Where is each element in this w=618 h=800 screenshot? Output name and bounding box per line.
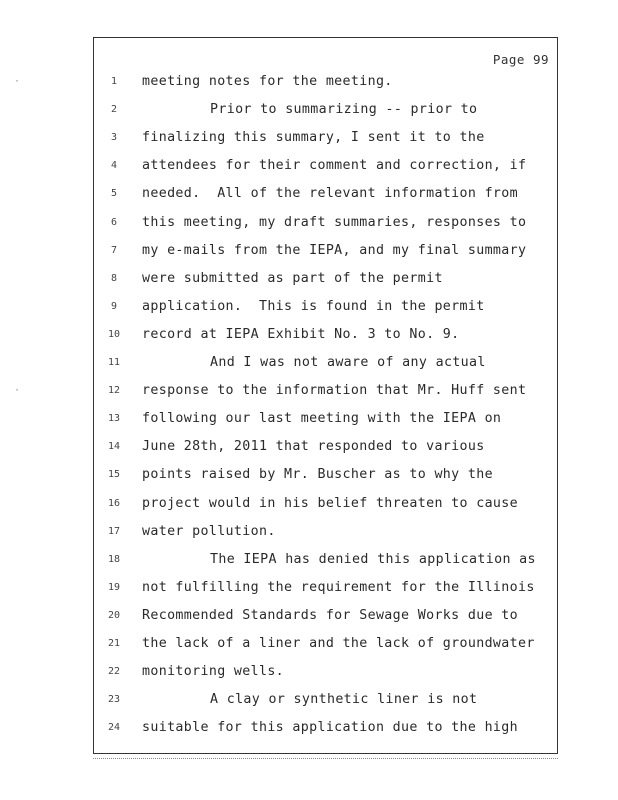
margin-tick: · bbox=[14, 385, 21, 396]
line-number: 24 bbox=[107, 722, 121, 734]
line-number: 10 bbox=[107, 328, 121, 340]
transcript-line: water pollution. bbox=[142, 523, 276, 539]
line-number: 19 bbox=[107, 581, 121, 593]
transcript-line: The IEPA has denied this application as bbox=[210, 551, 536, 567]
line-number: 12 bbox=[107, 385, 121, 397]
line-number: 1 bbox=[110, 76, 118, 87]
line-number: 3 bbox=[110, 132, 118, 144]
transcript-line: not fulfilling the requirement for the Illinois bbox=[142, 579, 535, 595]
transcript-line: application. This is found in the permit bbox=[142, 298, 485, 314]
transcript-page bbox=[93, 37, 558, 754]
line-number: 14 bbox=[107, 441, 121, 453]
line-number: 21 bbox=[107, 638, 121, 649]
line-number: 17 bbox=[107, 525, 121, 537]
transcript-line: project would in his belief threaten to cause bbox=[142, 495, 518, 511]
transcript-line: record at IEPA Exhibit No. 3 to No. 9. bbox=[142, 326, 460, 342]
transcript-line: were submitted as part of the permit bbox=[142, 270, 443, 286]
transcript-line: this meeting, my draft summaries, responses to bbox=[142, 214, 527, 230]
transcript-line: June 28th, 2011 that responded to various bbox=[142, 439, 485, 455]
transcript-line: And I was not aware of any actual bbox=[210, 355, 486, 370]
line-number: 23 bbox=[107, 694, 121, 706]
line-number: 9 bbox=[110, 300, 118, 312]
transcript-line: points raised by Mr. Buscher as to why the bbox=[142, 467, 493, 483]
line-number: 20 bbox=[107, 609, 121, 621]
transcript-line: Recommended Standards for Sewage Works due to bbox=[142, 607, 518, 623]
footer-rule bbox=[93, 758, 558, 759]
line-number: 5 bbox=[110, 188, 118, 200]
line-number: 4 bbox=[110, 160, 118, 172]
line-number: 16 bbox=[107, 497, 121, 509]
transcript-text bbox=[142, 38, 549, 753]
transcript-line: suitable for this application due to the high bbox=[142, 720, 518, 736]
transcript-line: response to the information that Mr. Huff sent bbox=[142, 383, 527, 399]
line-number: 6 bbox=[110, 216, 118, 228]
transcript-line: Prior to summarizing -- prior to bbox=[210, 102, 478, 118]
line-number: 8 bbox=[110, 272, 118, 284]
transcript-line: meeting notes for the meeting. bbox=[142, 74, 393, 89]
line-number: 18 bbox=[107, 553, 121, 565]
transcript-line: monitoring wells. bbox=[142, 664, 285, 680]
transcript-line: needed. All of the relevant information from bbox=[142, 186, 518, 202]
transcript-line: finalizing this summary, I sent it to the bbox=[142, 130, 485, 146]
transcript-line: attendees for their comment and correction, if bbox=[142, 158, 527, 174]
margin-tick: · bbox=[14, 76, 21, 87]
line-number: 2 bbox=[110, 104, 118, 116]
transcript-line: the lack of a liner and the lack of groundwater bbox=[142, 636, 535, 651]
line-number: 13 bbox=[107, 413, 121, 425]
transcript-line: A clay or synthetic liner is not bbox=[210, 692, 478, 708]
page-number: Page 99 bbox=[492, 52, 549, 67]
line-number: 15 bbox=[107, 469, 121, 481]
line-number: 7 bbox=[110, 244, 118, 256]
line-number: 11 bbox=[107, 357, 121, 368]
transcript-line: my e-mails from the IEPA, and my final summary bbox=[142, 242, 527, 258]
line-number-column bbox=[94, 38, 134, 753]
transcript-line: following our last meeting with the IEPA on bbox=[142, 411, 502, 427]
line-number: 22 bbox=[107, 666, 121, 678]
